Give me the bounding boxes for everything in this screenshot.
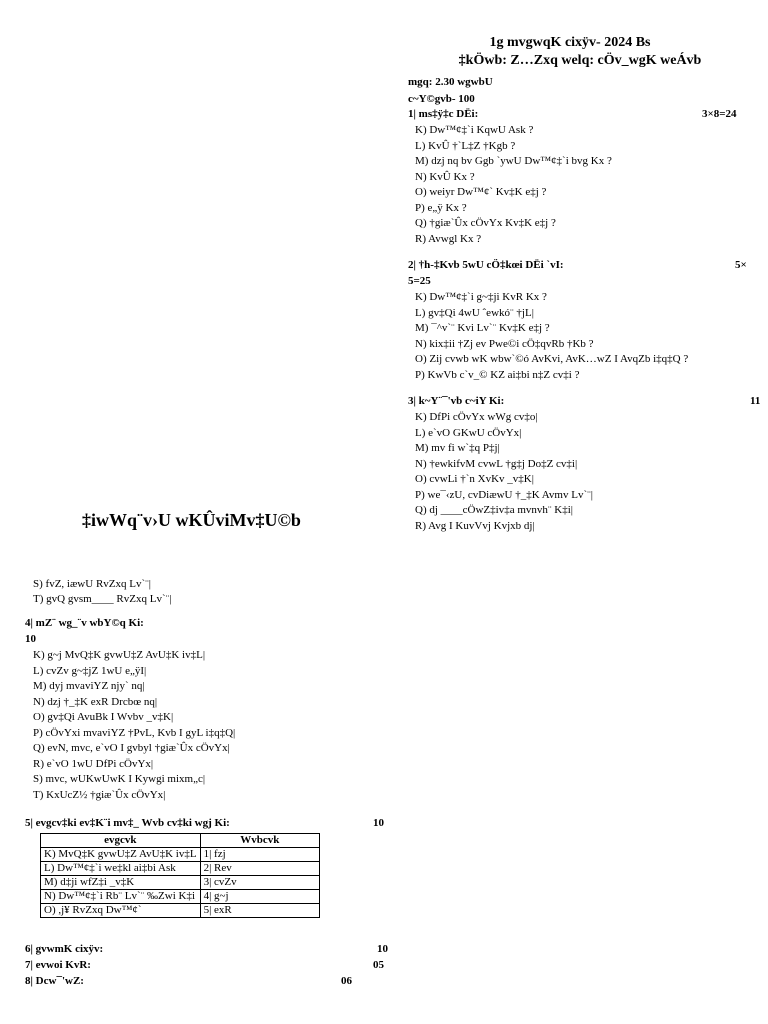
q1-item: N) KvÛ Kx ? <box>415 170 475 183</box>
q2-item: O) Zij cvwb wK wbw`©ó AvKvi, AvK…wZ I AvqZb i‡q‡Q ? <box>415 353 689 365</box>
table-row <box>41 904 320 918</box>
q1-item: R) Avwgl Kx ? <box>415 232 482 245</box>
q1-item: M) dzj nq bv Ggb `ywU Dw™¢‡`i bvg Kx ? <box>415 155 612 167</box>
left-column-cell: K) MvQ‡K gvwU‡Z AvU‡K iv‡L <box>41 848 201 862</box>
q1-item: P) e„ÿ Kx ? <box>415 201 467 214</box>
right-column-cell: 3| cvZv <box>200 876 319 890</box>
left-column-cell: M) d‡ji wfZ‡i _v‡K <box>41 876 201 890</box>
q4-item: L) cvZv g~‡jZ 1wU e„ÿI| <box>33 664 147 677</box>
q8-marks: 06 <box>341 975 352 987</box>
exam-title: 1g mvgwqK cixÿv- 2024 Bs <box>489 35 651 50</box>
left-column-cell: N) Dw™¢‡`i Rb¨ Lv`¨ ‰Zwi K‡i <box>41 890 201 904</box>
q2-marks: 5× <box>735 259 747 271</box>
right-column-cell: 5| exR <box>200 904 319 918</box>
q3-title: 3| k~Y¨¯'vb c~iY Ki: <box>408 395 505 407</box>
q2-marks-cont: 5=25 <box>408 275 431 287</box>
table-row <box>41 876 320 890</box>
full-marks-label: c~Y©gvb- 100 <box>408 93 475 105</box>
q6-marks: 10 <box>377 943 388 955</box>
q4-item: T) KxUcZ½ †giæ`Ûx cÖvYx| <box>33 788 166 801</box>
q3-item: O) cvwLi †`n XvKv _v‡K| <box>415 473 534 485</box>
q4-item: R) e`vO 1wU DfPi cÖvYx| <box>33 757 154 770</box>
right-column-cell: 1| fzj <box>200 848 319 862</box>
q2-item: M) ¯^v`¨ Kvi Lv`¨ Kv‡K e‡j ? <box>415 322 550 334</box>
left-column-cell: L) Dw™¢‡`i we‡kl ai‡bi Ask <box>41 862 201 876</box>
q3-item: K) DfPi cÖvYx wWg cv‡o| <box>415 411 538 423</box>
q3-marks: 11 <box>750 395 761 407</box>
q3-item: S) fvZ, iæwU RvZxq Lv`¨| <box>33 578 151 590</box>
matching-table <box>40 833 320 918</box>
q3-item: T) gvQ gvsm____ RvZxq Lv`¨| <box>33 593 172 605</box>
q2-title: 2| †h-‡Kvb 5wU cÖ‡kœi DËi `vI: <box>408 259 564 271</box>
right-column-cell: 2| Rev <box>200 862 319 876</box>
q4-item: P) cÖvYxi mvaviYZ †PvL, Kvb I gyL i‡q‡Q| <box>33 726 236 739</box>
q5-title: 5| evgcv‡ki ev‡K¨i mv‡_ Wvb cv‡ki wgj Ki: <box>25 817 230 829</box>
q1-marks: 3×8=24 <box>702 108 737 120</box>
table-row <box>41 890 320 904</box>
right-column-cell: 4| g~j <box>200 890 319 904</box>
q1-item: K) Dw™¢‡`i KqwU Ask ? <box>415 124 534 136</box>
q7-marks: 05 <box>373 959 384 971</box>
school-name: ‡iwWq¨v›U wKÛviMv‡U©b <box>82 510 301 530</box>
q2-item: N) kix‡ii †Zj ev Pwe©i cÖ‡qvRb †Kb ? <box>415 337 594 350</box>
q2-item: P) KwVb c`v_© KZ ai‡bi n‡Z cv‡i ? <box>415 368 580 381</box>
q4-item: Q) evN, mvc, e`vO I gvbyl †giæ`Ûx cÖvYx| <box>33 742 230 754</box>
q3-item: P) we¯‹zU, cvDiæwU †_‡K Avmv Lv`¨| <box>415 488 593 501</box>
q3-item: R) Avg I KuvVvj Kvjxb dj| <box>415 519 535 532</box>
time-label: mgq: 2.30 wgwbU <box>408 76 493 88</box>
class-subject: ‡kÖwb: Z…Zxq welq: cÖv_wgK weÁvb <box>458 53 702 68</box>
q1-item: O) weiyr Dw™¢` Kv‡K e‡j ? <box>415 186 547 198</box>
q4-title: 4| mZ¨ wg_¨v wbY©q Ki: <box>25 617 144 629</box>
q4-marks: 10 <box>25 633 36 645</box>
table-row <box>41 862 320 876</box>
q7-title: 7| evwoi KvR: <box>25 959 91 971</box>
q6-title: 6| gvwmK cixÿv: <box>25 943 104 955</box>
q5-marks: 10 <box>373 817 384 829</box>
q2-item: L) gv‡Qi 4wU ˆewkó¨ †jL| <box>415 306 534 319</box>
q3-item: Q) dj ____cÖwZ‡iv‡a mvnvh¨ K‡i| <box>415 504 574 516</box>
q4-item: K) g~j MvQ‡K gvwU‡Z AvU‡K iv‡L| <box>33 649 206 661</box>
right-column-header: Wvbcvk <box>200 834 319 848</box>
q3-item: N) †ewkifvM cvwL †g‡j Do‡Z cv‡i| <box>415 457 578 470</box>
q1-item: L) KvÛ †`L‡Z †Kgb ? <box>415 139 516 152</box>
left-column-cell: O) ,j¥ RvZxq Dw™¢` <box>41 904 201 918</box>
q4-item: S) mvc, wUKwUwK I Kywgi mixm„c| <box>33 773 206 785</box>
q4-item: O) gv‡Qi AvuBk I Wvbv _v‡K| <box>33 711 174 723</box>
q3-item: L) e`vO GKwU cÖvYx| <box>415 426 522 439</box>
q2-item: K) Dw™¢‡`i g~‡ji KvR Kx ? <box>415 291 547 303</box>
q1-item: Q) †giæ`Ûx cÖvYx Kv‡K e‡j ? <box>415 217 556 229</box>
q3-item: M) mv fi w`‡q P‡j| <box>415 442 500 454</box>
q4-item: M) dyj mvaviYZ njy` nq| <box>33 680 145 692</box>
q1-title: 1| ms‡ÿ‡c DËi: <box>408 108 479 120</box>
left-column-header: evgcvk <box>41 834 201 848</box>
q8-title: 8| Dcw¯'wZ: <box>25 975 84 987</box>
table-row <box>41 848 320 862</box>
q4-item: N) dzj †_‡K exR Drcbœ nq| <box>33 695 158 708</box>
